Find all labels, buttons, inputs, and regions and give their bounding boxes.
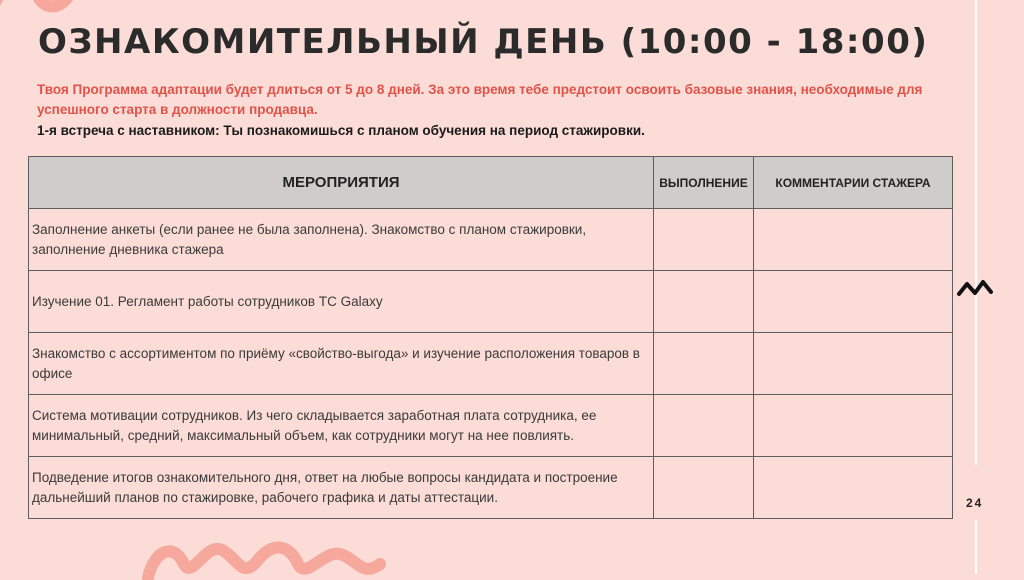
comment-cell[interactable] — [754, 395, 953, 457]
intro-text: Твоя Программа адаптации будет длиться от 5 до 8 дней. За это время тебе предстоит освоить базовые знания, необходимые для успешного старта в должности продавца. — [37, 82, 923, 117]
table-header-row — [29, 157, 953, 209]
completion-cell[interactable] — [654, 209, 754, 271]
page-number: 24 — [966, 496, 984, 510]
right-divider-line-lower — [975, 520, 977, 574]
table-row — [29, 395, 953, 457]
activity-cell: Заполнение анкеты (если ранее не была заполнена). Знакомство с планом стажировки, заполнение дневника стажера — [29, 209, 654, 271]
completion-cell[interactable] — [654, 271, 754, 333]
table-row — [29, 333, 953, 395]
activity-cell: Изучение 01. Регламент работы сотрудников ТС Galaxy — [29, 271, 654, 333]
decorative-swirl-bottom — [140, 520, 400, 580]
page-title: ОЗНАКОМИТЕЛЬНЫЙ ДЕНЬ (10:00 - 18:00) — [38, 22, 929, 62]
completion-cell[interactable] — [654, 333, 754, 395]
completion-cell[interactable] — [654, 457, 754, 519]
comment-cell[interactable] — [754, 271, 953, 333]
table-row — [29, 209, 953, 271]
completion-cell[interactable] — [654, 395, 754, 457]
header-comments: КОММЕНТАРИИ СТАЖЕРА — [754, 157, 953, 209]
activities-table — [28, 156, 953, 519]
activity-cell: Система мотивации сотрудников. Из чего складывается заработная плата сотрудника, ее минимальный, средний, максимальный объем, как сотрудники могут на нее повлиять. — [29, 395, 654, 457]
comment-cell[interactable] — [754, 457, 953, 519]
activity-cell: Знакомство с ассортиментом по приёму «свойство-выгода» и изучение расположения товаров в офисе — [29, 333, 654, 395]
activity-cell: Подведение итогов ознакомительного дня, ответ на любые вопросы кандидата и построение дальнейший планов по стажировке, рабочего графика и даты аттестации. — [29, 457, 654, 519]
comment-cell[interactable] — [754, 333, 953, 395]
header-activities: МЕРОПРИЯТИЯ — [29, 157, 654, 209]
header-completion: ВЫПОЛНЕНИЕ — [654, 157, 754, 209]
meeting-text: 1-я встреча с наставником: Ты познакомишься с планом обучения на период стажировки. — [37, 123, 645, 138]
brand-mark-icon — [956, 276, 994, 300]
comment-cell[interactable] — [754, 209, 953, 271]
table-row — [29, 457, 953, 519]
table-row — [29, 271, 953, 333]
right-divider-line — [975, 0, 977, 465]
